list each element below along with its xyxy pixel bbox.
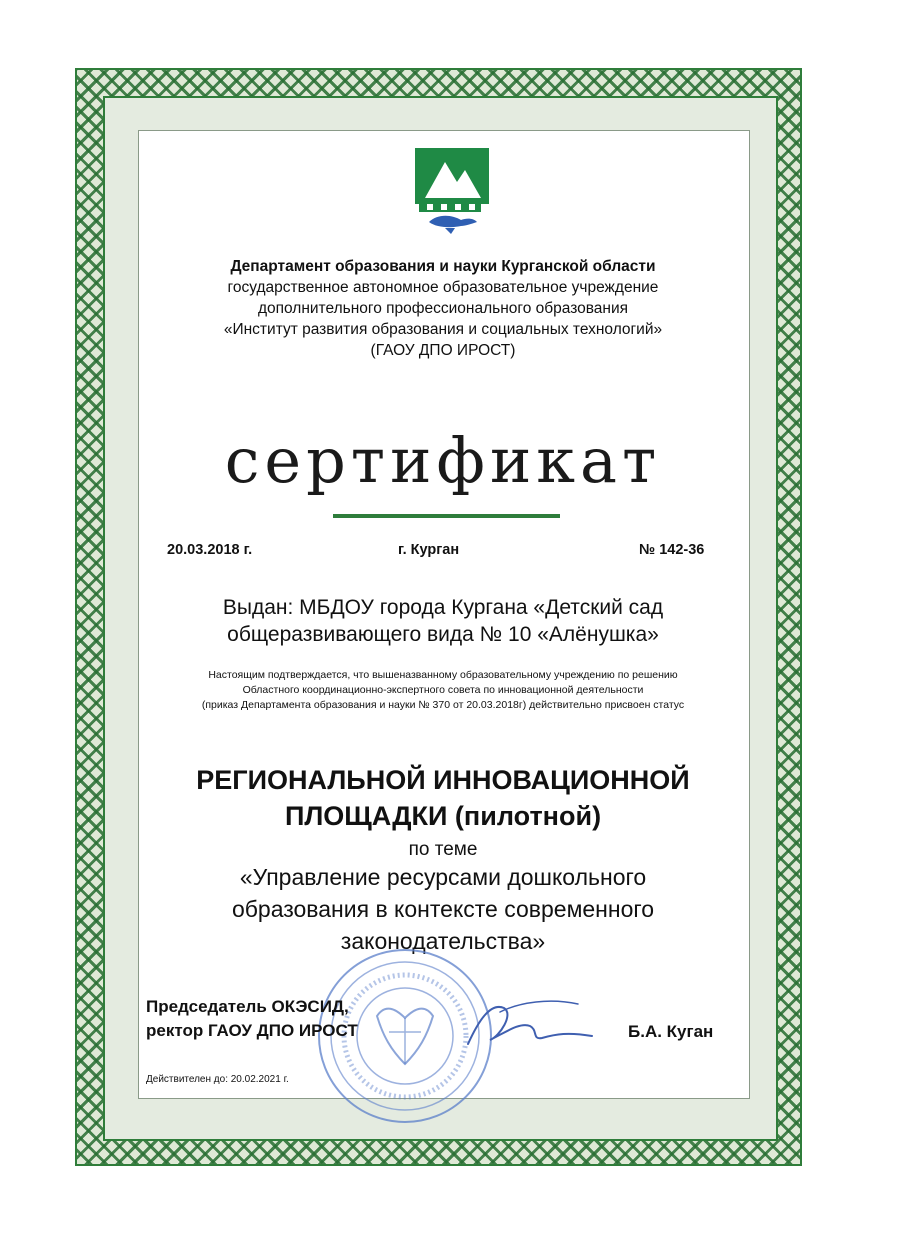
theme-line-1: «Управление ресурсами дошкольного [239,864,647,890]
status-line-1: РЕГИОНАЛЬНОЙ ИННОВАЦИОННОЙ [196,765,690,795]
certificate-title: сертификат [224,424,662,497]
institution-abbreviation: (ГАОУ ДПО ИРОСТ) [370,342,516,359]
issued-to-line-2: общеразвивающего вида № 10 «Алёнушка» [227,623,659,646]
kurgan-emblem-icon [415,148,489,238]
confirmation-line-2: Областного координационно-экспертного совета по инновационной деятельности [242,684,644,696]
theme-title [138,861,748,957]
theme-line-2: образования в контексте современного [231,896,655,922]
issued-to-line-1: Выдан: МБДОУ города Кургана «Детский сад [222,596,664,619]
confirmation-line-3: (приказ Департамента образования и науки № 370 от 20.03.2018г) действительно присвоен статус [201,699,685,711]
signatory-role-2: ректор ГАОУ ДПО ИРОСТ [146,1021,358,1040]
signatory-name: Б.А. Куган [628,1022,714,1041]
signatory-title [146,995,358,1043]
validity-date: Действителен до: 20.02.2021 г. [146,1074,289,1085]
issued-to [138,594,748,648]
institution-type-line: государственное автономное образовательное учреждение [227,279,659,296]
handwritten-signature-icon [460,992,600,1062]
status-line-2: ПЛОЩАДКИ (пилотной) [284,801,602,831]
issue-city: г. Курган [398,542,460,558]
theme-prefix: по теме [408,839,478,860]
institution-name-line: «Институт развития образования и социальных технологий» [223,321,663,338]
signatory-role-1: Председатель ОКЭСИД, [146,997,349,1016]
department-title: Департамент образования и науки Курганской области [230,258,656,275]
confirmation-text [138,668,748,713]
certificate-number: № 142-36 [639,542,705,558]
theme-line-3: законодательства» [340,928,546,954]
institution-education-line: дополнительного профессионального образования [257,300,629,317]
assigned-status [138,762,748,834]
confirmation-line-1: Настоящим подтверждается, что вышеназванному образовательному учреждению по решению [208,669,678,681]
issue-date: 20.03.2018 г. [167,542,253,558]
title-underline [333,514,560,518]
